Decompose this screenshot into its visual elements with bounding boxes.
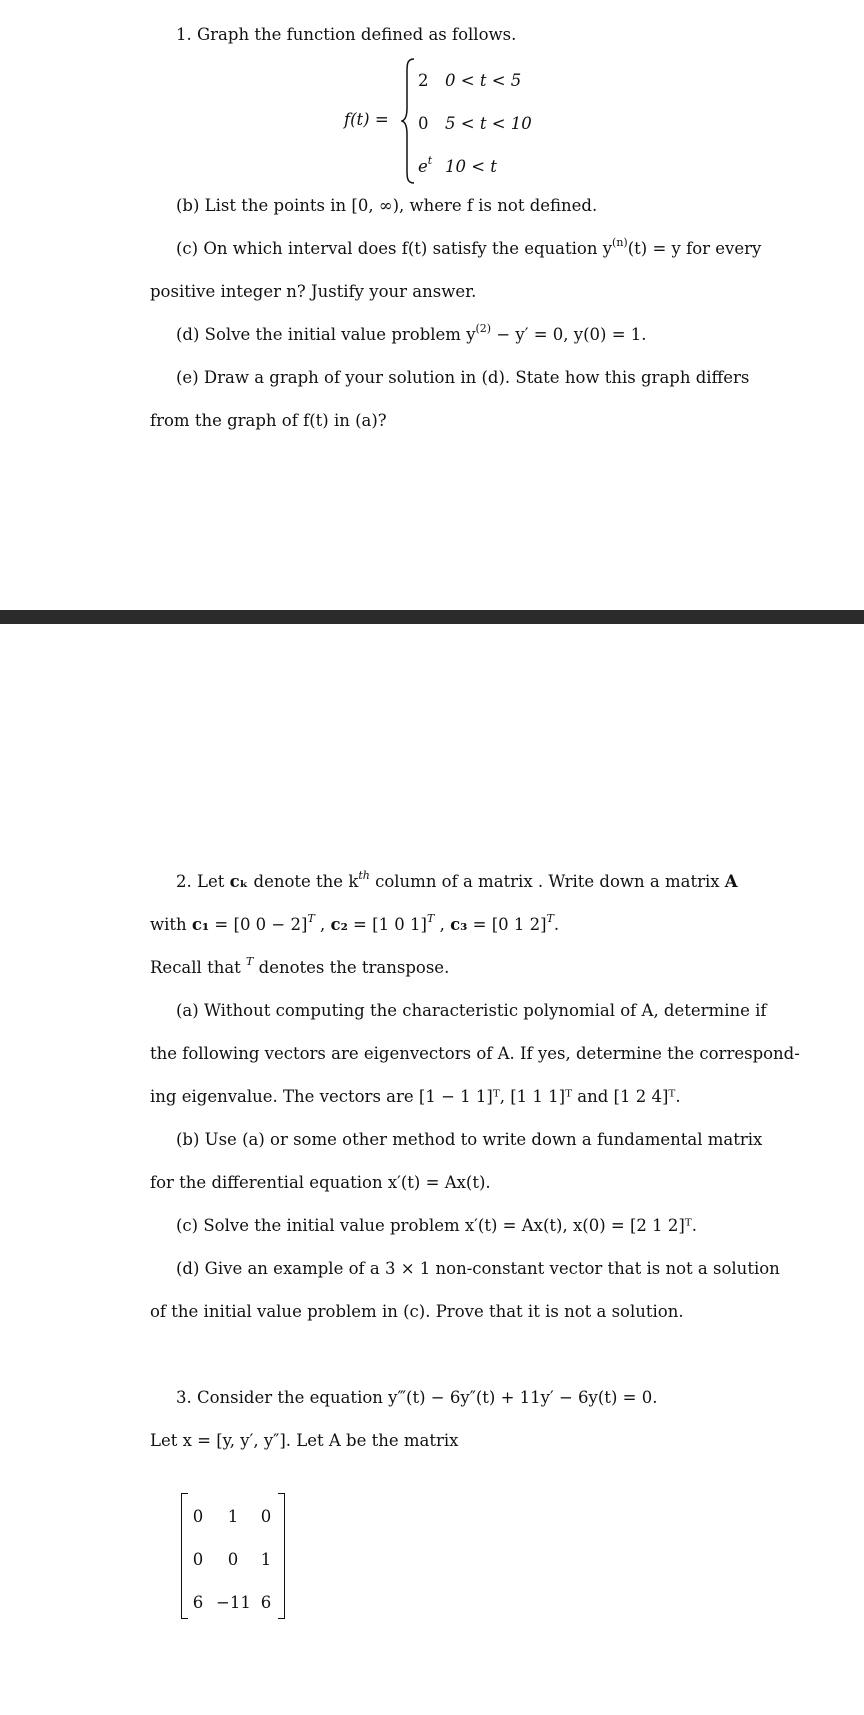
- matrix-cell: 0: [192, 1507, 204, 1526]
- p1-part-c-line1: (c) On which interval does f(t) satisfy the equation $y^{(n)}(t) = y$ for every: [176, 235, 762, 258]
- p1-part-e-line1: (e) Draw a graph of your solution in (d). State how this graph differs: [176, 368, 750, 387]
- case-2-condition: 5 < t < 10: [445, 114, 532, 133]
- p1-part-d: (d) Solve the initial value problem $y^{(2)} - y' = 0$, y(0) = 1.: [176, 321, 647, 344]
- p2-part-c: (c) Solve the initial value problem x′(t) = Ax(t), x(0) = [2 1 2]ᵀ.: [176, 1216, 697, 1235]
- case-3-value: $e^t$: [418, 153, 433, 176]
- p2-part-b-line1: (b) Use (a) or some other method to write down a fundamental matrix: [176, 1130, 763, 1149]
- matrix-cell: −11: [216, 1593, 251, 1612]
- matrix-cell: 1: [227, 1507, 239, 1526]
- p1-intro: 1. Graph the function defined as follows.: [176, 25, 517, 44]
- matrix-cell: 6: [192, 1593, 204, 1612]
- p3-line1: 3. Consider the equation y‴(t) − 6y″(t) + 11y′ − 6y(t) = 0.: [176, 1388, 658, 1407]
- case-2-value: 0: [418, 114, 429, 133]
- matrix-cell: 1: [260, 1550, 272, 1569]
- p2-part-a-line3: ing eigenvalue. The vectors are [1 − 1 1]ᵀ, [1 1 1]ᵀ and [1 2 4]ᵀ.: [150, 1087, 681, 1106]
- p2-part-b-line2: for the differential equation x′(t) = Ax(t).: [150, 1173, 491, 1192]
- left-brace-icon: [401, 58, 415, 184]
- p3-line2: Let x = [y, y′, y″]. Let A be the matrix: [150, 1431, 459, 1450]
- matrix-cell: 0: [260, 1507, 272, 1526]
- page-divider: [0, 610, 864, 624]
- matrix-cell: 0: [192, 1550, 204, 1569]
- case-3-condition: 10 < t: [445, 157, 497, 176]
- p2-line2: with c₁ = [0 0 − 2]$^T$ , c₂ = [1 0 1]$^T$ , c₃ = [0 1 2]$^T$.: [150, 911, 560, 934]
- p1-part-e-line2: from the graph of f(t) in (a)?: [150, 411, 387, 430]
- p1-part-b: (b) List the points in [0, ∞), where f is not defined.: [176, 196, 598, 215]
- matrix-cell: 6: [260, 1593, 272, 1612]
- p2-line3: Recall that $^T$ denotes the transpose.: [150, 954, 450, 977]
- p1-part-c-line2: positive integer n? Justify your answer.: [150, 282, 477, 301]
- p2-part-d-line1: (d) Give an example of a 3 × 1 non-constant vector that is not a solution: [176, 1259, 780, 1278]
- p2-part-a-line1: (a) Without computing the characteristic polynomial of A, determine if: [176, 1001, 767, 1020]
- case-1-condition: 0 < t < 5: [445, 71, 522, 90]
- p2-line1: 2. Let cₖ denote the $k^{th}$ column of a matrix . Write down a matrix A: [176, 868, 738, 891]
- matrix-cell: 0: [227, 1550, 239, 1569]
- p2-part-a-line2: the following vectors are eigenvectors of A. If yes, determine the correspond-: [150, 1044, 800, 1063]
- f-definition-label: f(t) =: [344, 110, 389, 129]
- p2-part-d-line2: of the initial value problem in (c). Prove that it is not a solution.: [150, 1302, 684, 1321]
- matrix-A: [181, 1493, 285, 1619]
- case-1-value: 2: [418, 71, 429, 90]
